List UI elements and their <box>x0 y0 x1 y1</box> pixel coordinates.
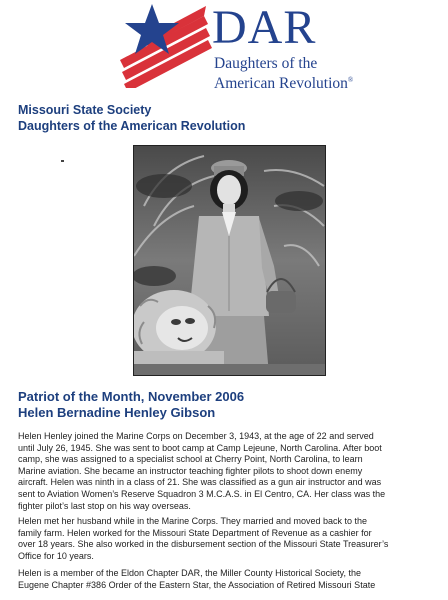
vintage-photo-woman-in-marine-uniform-with-lion-statue-icon <box>134 146 325 375</box>
bio-line: Helen Henley joined the Marine Corps on December 3, 1943, at the age of 22 and served <box>18 431 374 441</box>
bio-line: Helen met her husband while in the Marine Corps. They married and moved back to the <box>18 516 368 526</box>
bio-line: aircraft. Helen was ninth in a class of 21. She was classified as a gun air instructor and was <box>18 477 382 488</box>
registered-mark: ® <box>347 76 354 84</box>
logo-line-1: Daughters of the <box>214 55 318 72</box>
patriot-month-title: Patriot of the Month, November 2006 <box>18 389 245 404</box>
bio-line: camp, she was assigned to a specialist school at Cherry Point, North Carolina, to learn <box>18 454 363 465</box>
bio-line: Helen is a member of the Eldon Chapter DAR, the Miller County Historical Society, the <box>18 568 361 578</box>
society-heading <box>18 102 245 134</box>
patriot-heading <box>18 389 244 421</box>
dar-logo <box>118 1 354 93</box>
bio-line: Office for 10 years. <box>18 550 94 561</box>
bio-line: until July 26, 1945. She was sent to boot camp at Camp Lejeune, North Carolina. After boot <box>18 442 382 453</box>
logo-line-2 <box>214 72 353 92</box>
bio-line: fighter pilot’s last stop on his way overseas. <box>18 500 191 511</box>
society-name: Missouri State Society <box>18 103 152 117</box>
bio-paragraph-2 <box>18 516 434 562</box>
logo-line-2-text: American Revolution <box>214 75 348 93</box>
bio-paragraph-3 <box>18 568 434 591</box>
bio-line: over 18 years. She also worked in the disbursement section of the Missouri State Treasurer’s <box>18 539 389 550</box>
bio-line: Marine aviation. She became an instructor teaching fighter pilots to shoot down enemy <box>18 465 363 476</box>
bio-paragraph-1 <box>18 431 434 512</box>
patriot-photo <box>133 145 326 376</box>
scan-speck <box>61 160 64 162</box>
logo-acronym: DAR <box>212 1 317 54</box>
patriot-name: Helen Bernadine Henley Gibson <box>18 405 216 420</box>
star-and-stripes-emblem-icon <box>118 2 214 88</box>
bio-line: family farm. Helen worked for the Missouri State Department of Revenue as a cashier for <box>18 527 372 538</box>
society-organization: Daughters of the American Revolution <box>18 119 246 133</box>
bio-line: sent to Aviation Women’s Reserve Squadron 3 M.C.A.S. in El Centro, CA. Her class was the <box>18 488 386 499</box>
bio-line: Eugene Chapter #386 Order of the Eastern Star, the Association of Retired Missouri State <box>18 579 376 590</box>
